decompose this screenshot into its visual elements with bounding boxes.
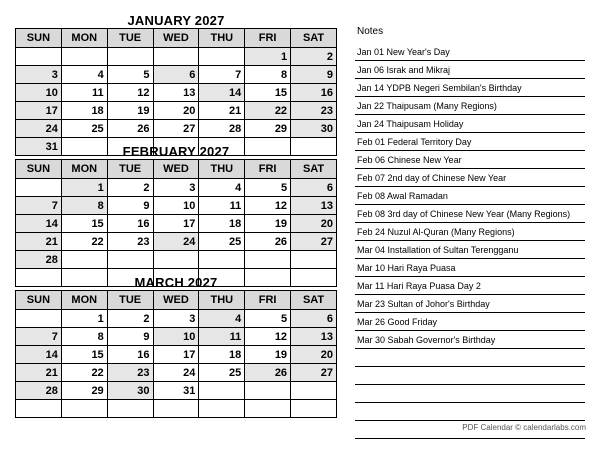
week-row (16, 66, 337, 84)
day-cell: 18 (199, 346, 245, 364)
day-cell: 11 (199, 328, 245, 346)
day-cell: 9 (107, 197, 153, 215)
week-row (16, 400, 337, 418)
weekday-header-row (16, 291, 337, 310)
day-cell (245, 400, 291, 418)
week-row (16, 48, 337, 66)
day-cell: 22 (61, 364, 107, 382)
day-cell (61, 251, 107, 269)
day-cell: 24 (16, 120, 62, 138)
day-cell: 1 (61, 310, 107, 328)
note-item: Feb 06 Chinese New Year (355, 151, 585, 169)
day-cell (16, 48, 62, 66)
day-cell (245, 382, 291, 400)
day-cell: 12 (107, 84, 153, 102)
weekday-header: FRI (245, 160, 291, 179)
weekday-header: MON (61, 291, 107, 310)
weekday-header: SUN (16, 291, 62, 310)
day-cell: 6 (291, 310, 337, 328)
week-row (16, 346, 337, 364)
calendar-grid (15, 28, 337, 156)
month-february (15, 145, 337, 287)
day-cell: 15 (245, 84, 291, 102)
day-cell: 23 (291, 102, 337, 120)
week-row (16, 215, 337, 233)
calendar-grid (15, 159, 337, 287)
month-title: FEBRUARY 2027 (122, 144, 230, 159)
day-cell (61, 48, 107, 66)
day-cell: 5 (107, 66, 153, 84)
weekday-header: THU (199, 160, 245, 179)
week-row (16, 197, 337, 215)
day-cell: 17 (153, 215, 199, 233)
day-cell: 24 (153, 233, 199, 251)
month-title: JANUARY 2027 (127, 13, 225, 28)
day-cell: 30 (107, 382, 153, 400)
week-row (16, 328, 337, 346)
day-cell: 2 (107, 310, 153, 328)
day-cell: 29 (61, 382, 107, 400)
week-row (16, 233, 337, 251)
week-row (16, 251, 337, 269)
week-row (16, 102, 337, 120)
day-cell: 16 (291, 84, 337, 102)
day-cell (16, 179, 62, 197)
weekday-header: TUE (107, 29, 153, 48)
day-cell (61, 400, 107, 418)
day-cell: 28 (16, 382, 62, 400)
note-item: Mar 26 Good Friday (355, 313, 585, 331)
weekday-header: SUN (16, 160, 62, 179)
day-cell (291, 251, 337, 269)
weekday-header: FRI (245, 29, 291, 48)
day-cell: 20 (291, 346, 337, 364)
day-cell: 7 (16, 197, 62, 215)
day-cell: 3 (153, 179, 199, 197)
day-cell: 4 (199, 310, 245, 328)
note-item: Feb 08 Awal Ramadan (355, 187, 585, 205)
day-cell (107, 400, 153, 418)
day-cell: 27 (291, 233, 337, 251)
day-cell: 21 (16, 364, 62, 382)
day-cell: 16 (107, 346, 153, 364)
day-cell: 26 (245, 233, 291, 251)
day-cell (153, 400, 199, 418)
month-march (15, 276, 337, 418)
weekday-header: MON (61, 29, 107, 48)
day-cell (153, 251, 199, 269)
note-item: Feb 24 Nuzul Al-Quran (Many Regions) (355, 223, 585, 241)
day-cell: 6 (153, 66, 199, 84)
day-cell: 8 (61, 197, 107, 215)
day-cell: 18 (61, 102, 107, 120)
note-item: Jan 06 Israk and Mikraj (355, 61, 585, 79)
weekday-header: TUE (107, 291, 153, 310)
day-cell (199, 251, 245, 269)
day-cell: 4 (61, 66, 107, 84)
weekday-header: FRI (245, 291, 291, 310)
day-cell: 26 (245, 364, 291, 382)
day-cell: 11 (199, 197, 245, 215)
day-cell: 21 (16, 233, 62, 251)
notes-title: Notes (357, 26, 384, 37)
month-january (15, 14, 337, 156)
note-item (355, 403, 585, 421)
note-item: Feb 07 2nd day of Chinese New Year (355, 169, 585, 187)
day-cell: 4 (199, 179, 245, 197)
day-cell: 12 (245, 328, 291, 346)
day-cell: 28 (16, 251, 62, 269)
day-cell (199, 48, 245, 66)
day-cell (291, 382, 337, 400)
day-cell: 21 (199, 102, 245, 120)
day-cell: 17 (16, 102, 62, 120)
weekday-header: THU (199, 291, 245, 310)
day-cell: 15 (61, 346, 107, 364)
weekday-header-row (16, 160, 337, 179)
day-cell (107, 251, 153, 269)
week-row (16, 382, 337, 400)
day-cell: 10 (16, 84, 62, 102)
week-row (16, 120, 337, 138)
day-cell (199, 400, 245, 418)
day-cell (16, 400, 62, 418)
day-cell: 14 (199, 84, 245, 102)
day-cell: 25 (199, 364, 245, 382)
week-row (16, 84, 337, 102)
day-cell: 6 (291, 179, 337, 197)
weekday-header: THU (199, 29, 245, 48)
note-item: Jan 24 Thaipusam Holiday (355, 115, 585, 133)
note-item (355, 349, 585, 367)
day-cell: 9 (107, 328, 153, 346)
day-cell: 30 (291, 120, 337, 138)
day-cell: 13 (291, 328, 337, 346)
day-cell: 9 (291, 66, 337, 84)
weekday-header: SAT (291, 29, 337, 48)
day-cell: 23 (107, 364, 153, 382)
day-cell: 31 (153, 382, 199, 400)
day-cell: 27 (291, 364, 337, 382)
day-cell: 29 (245, 120, 291, 138)
day-cell: 31 (16, 138, 62, 156)
day-cell (16, 310, 62, 328)
day-cell: 1 (61, 179, 107, 197)
day-cell: 26 (107, 120, 153, 138)
day-cell: 5 (245, 310, 291, 328)
day-cell: 3 (153, 310, 199, 328)
week-row (16, 179, 337, 197)
day-cell: 1 (245, 48, 291, 66)
day-cell: 25 (199, 233, 245, 251)
day-cell: 22 (61, 233, 107, 251)
note-item: Mar 30 Sabah Governor's Birthday (355, 331, 585, 349)
note-item (355, 367, 585, 385)
day-cell: 13 (153, 84, 199, 102)
footer-credit: PDF Calendar © calendarlabs.com (462, 423, 586, 432)
note-item: Mar 11 Hari Raya Puasa Day 2 (355, 277, 585, 295)
weekday-header-row (16, 29, 337, 48)
day-cell: 23 (107, 233, 153, 251)
month-title: MARCH 2027 (134, 275, 218, 290)
weekday-header: TUE (107, 160, 153, 179)
day-cell: 10 (153, 328, 199, 346)
note-item: Feb 01 Federal Territory Day (355, 133, 585, 151)
day-cell: 16 (107, 215, 153, 233)
day-cell: 7 (199, 66, 245, 84)
note-item (355, 385, 585, 403)
note-item: Mar 10 Hari Raya Puasa (355, 259, 585, 277)
weekday-header: MON (61, 160, 107, 179)
day-cell: 19 (107, 102, 153, 120)
day-cell: 14 (16, 215, 62, 233)
day-cell: 18 (199, 215, 245, 233)
day-cell: 25 (61, 120, 107, 138)
day-cell: 3 (16, 66, 62, 84)
weekday-header: SAT (291, 291, 337, 310)
week-row (16, 364, 337, 382)
day-cell: 10 (153, 197, 199, 215)
weekday-header: WED (153, 291, 199, 310)
day-cell (199, 382, 245, 400)
day-cell: 13 (291, 197, 337, 215)
note-item: Mar 23 Sultan of Johor's Birthday (355, 295, 585, 313)
note-item: Feb 08 3rd day of Chinese New Year (Many Regions) (355, 205, 585, 223)
day-cell: 28 (199, 120, 245, 138)
note-item: Jan 22 Thaipusam (Many Regions) (355, 97, 585, 115)
day-cell: 20 (291, 215, 337, 233)
day-cell: 24 (153, 364, 199, 382)
day-cell: 7 (16, 328, 62, 346)
weekday-header: WED (153, 29, 199, 48)
weekday-header: SUN (16, 29, 62, 48)
day-cell: 17 (153, 346, 199, 364)
weekday-header: WED (153, 160, 199, 179)
day-cell: 11 (61, 84, 107, 102)
note-item: Jan 14 YDPB Negeri Sembilan's Birthday (355, 79, 585, 97)
day-cell: 20 (153, 102, 199, 120)
day-cell (153, 48, 199, 66)
day-cell (245, 251, 291, 269)
day-cell: 2 (291, 48, 337, 66)
day-cell: 14 (16, 346, 62, 364)
day-cell (107, 48, 153, 66)
day-cell: 27 (153, 120, 199, 138)
day-cell: 2 (107, 179, 153, 197)
day-cell: 12 (245, 197, 291, 215)
note-item: Mar 04 Installation of Sultan Terengganu (355, 241, 585, 259)
weekday-header: SAT (291, 160, 337, 179)
notes-list (355, 43, 585, 439)
note-item: Jan 01 New Year's Day (355, 43, 585, 61)
day-cell: 8 (245, 66, 291, 84)
week-row (16, 310, 337, 328)
calendar-grid (15, 290, 337, 418)
day-cell: 15 (61, 215, 107, 233)
day-cell (291, 400, 337, 418)
day-cell: 19 (245, 346, 291, 364)
day-cell: 5 (245, 179, 291, 197)
day-cell: 22 (245, 102, 291, 120)
day-cell: 8 (61, 328, 107, 346)
day-cell: 19 (245, 215, 291, 233)
